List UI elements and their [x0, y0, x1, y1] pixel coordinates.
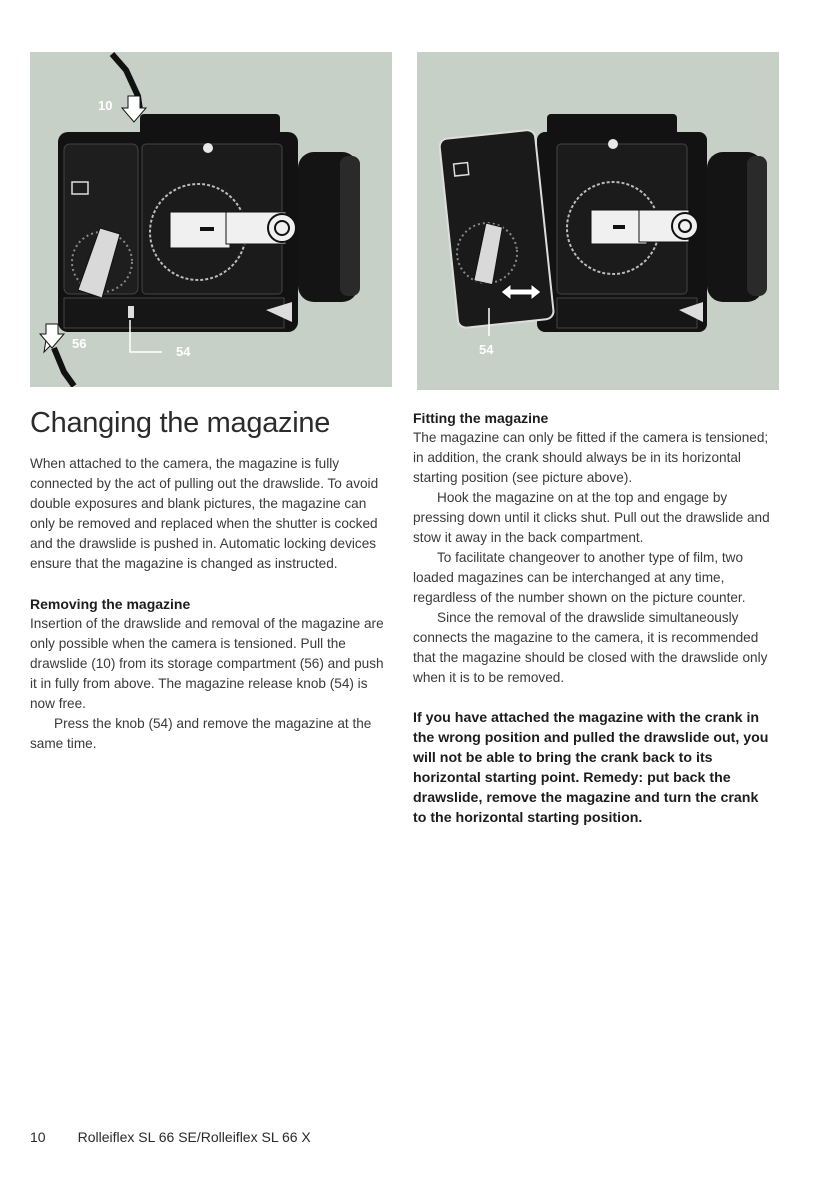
callout-10: 10 — [98, 98, 113, 113]
footer-title: Rolleiflex SL 66 SE/Rolleiflex SL 66 X — [77, 1129, 311, 1145]
removing-paragraph-1: Insertion of the drawslide and removal of the magazine are only possible when the camera is tensioned. Pull the drawslide (10) from its storage compartment (56) and push it in fully from above. The magazine release knob (54) is now free. — [30, 616, 384, 711]
fitting-paragraph-2: Hook the magazine on at the top and engage by pressing down until it clicks shut. Pull out the drawslide and stow it away in the back compartment. — [413, 490, 770, 545]
intro-paragraph: When attached to the camera, the magazine is fully connected by the act of pulling out the drawslide. To avoid double exposures and blank pictures, the magazine can only be removed and replaced when the shutter is cocked and the drawslide is pushed in. Automatic locking devices ensure that the magazine is changed as instructed. — [30, 456, 379, 571]
page-footer — [30, 1129, 311, 1145]
fitting-paragraph-1: The magazine can only be fitted if the camera is tensioned; in addition, the crank should always be in its horizontal starting position (see picture above). — [413, 430, 769, 485]
fitting-heading: Fitting the magazine — [413, 410, 549, 426]
removing-heading: Removing the magazine — [30, 596, 191, 612]
camera-illustration-fitting — [417, 52, 779, 390]
callout-54: 54 — [176, 344, 191, 359]
right-column — [413, 408, 775, 828]
warning-note: If you have attached the magazine with the crank in the wrong position and pulled the drawslide out, you will not be able to bring the crank back to its horizontal starting point. Remedy: put back the drawslide, remove the magazine and turn the crank to the horizontal starting position. — [413, 710, 769, 826]
camera-illustration-removing — [30, 52, 392, 387]
callout-54: 54 — [479, 342, 494, 357]
fitting-paragraph-3: To facilitate changeover to another type of film, two loaded magazines can be interchanged at any time, regardless of the number shown on the picture counter. — [413, 550, 746, 605]
page-number: 10 — [30, 1129, 46, 1145]
fitting-paragraph-4: Since the removal of the drawslide simultaneously connects the magazine to the camera, it is recommended that the magazine should be closed with the drawslide only when it is to be removed. — [413, 610, 768, 685]
left-column — [30, 400, 390, 754]
section-title: Changing the magazine — [30, 407, 331, 439]
callout-56: 56 — [72, 336, 87, 351]
removing-paragraph-2: Press the knob (54) and remove the magazine at the same time. — [30, 716, 372, 751]
